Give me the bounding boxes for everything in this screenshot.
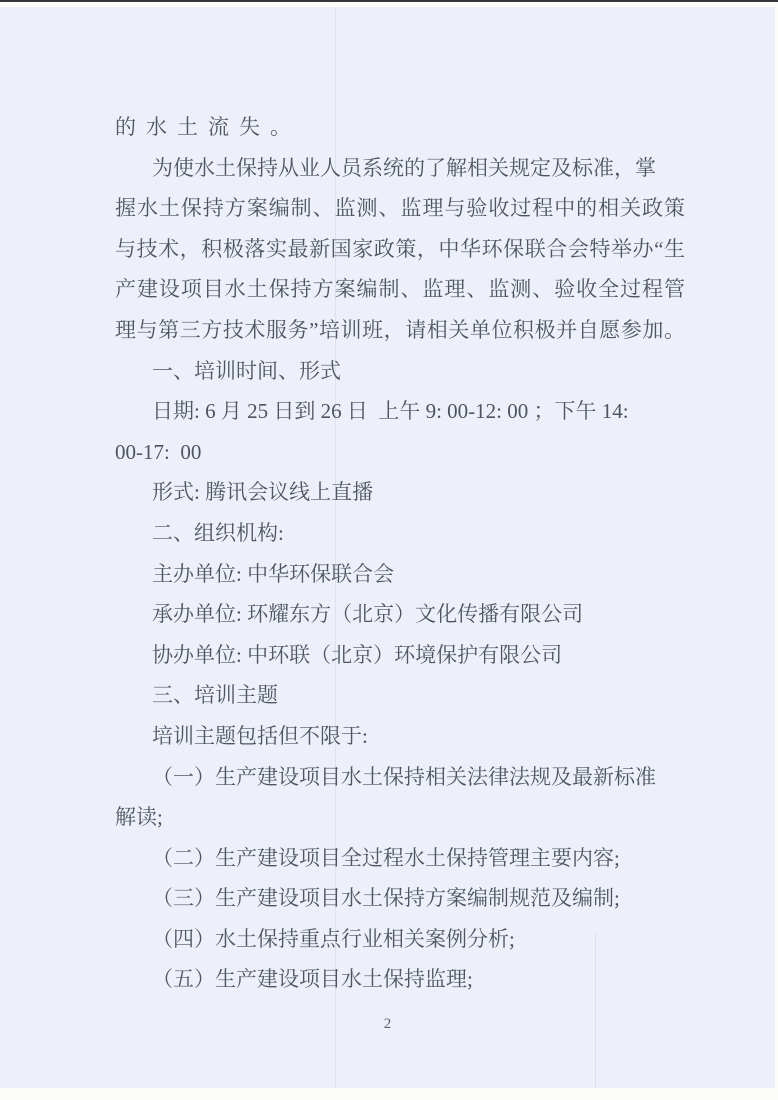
page-number: 2 [383,1016,392,1032]
text-line: 二、组织机构: [152,520,284,545]
text-line: 三、培训主题 [152,683,278,708]
text-line: 解读; [115,805,163,830]
text-line: （五）生产建设项目水土保持监理; [152,967,473,992]
text-line: 的水土流失。 [115,115,301,139]
text-line: 日期: 6 月 25 日到 26 日 上午 9: 00-12: 00 ；下午 14: [152,399,629,424]
text-line: （一）生产建设项目水土保持相关法律法规及最新标准 [152,764,656,789]
document-text [115,107,685,1000]
text-line: 00-17: 00 [115,439,202,464]
text-line: 与技术，积极落实最新国家政策，中华环保联合会特举办“生 [115,236,685,261]
text-line: （四）水土保持重点行业相关案例分析; [152,926,515,951]
text-line: （二）生产建设项目全过程水土保持管理主要内容; [152,845,620,870]
text-line: （三）生产建设项目水土保持方案编制规范及编制; [152,886,620,911]
text-line: 握水土保持方案编制、监测、监理与验收过程中的相关政策 [115,196,685,221]
text-line: 理与第三方技术服务”培训班，请相关单位积极并自愿参加。 [115,317,685,342]
text-line: 一、培训时间、形式 [152,358,341,383]
text-line: 为使水土保持从业人员系统的了解相关规定及标准，掌 [152,155,656,180]
text-line: 主办单位: 中华环保联合会 [152,561,395,586]
text-line: 培训主题包括但不限于: [152,723,368,748]
text-line: 产建设项目水土保持方案编制、监理、监测、验收全过程管 [115,277,685,302]
text-line: 协办单位: 中环联（北京）环境保护有限公司 [152,642,563,667]
text-line: 形式: 腾讯会议线上直播 [152,480,374,505]
scan-edge-line [0,0,778,2]
document-page [0,7,775,1088]
text-line: 承办单位: 环耀东方（北京）文化传播有限公司 [152,602,584,627]
